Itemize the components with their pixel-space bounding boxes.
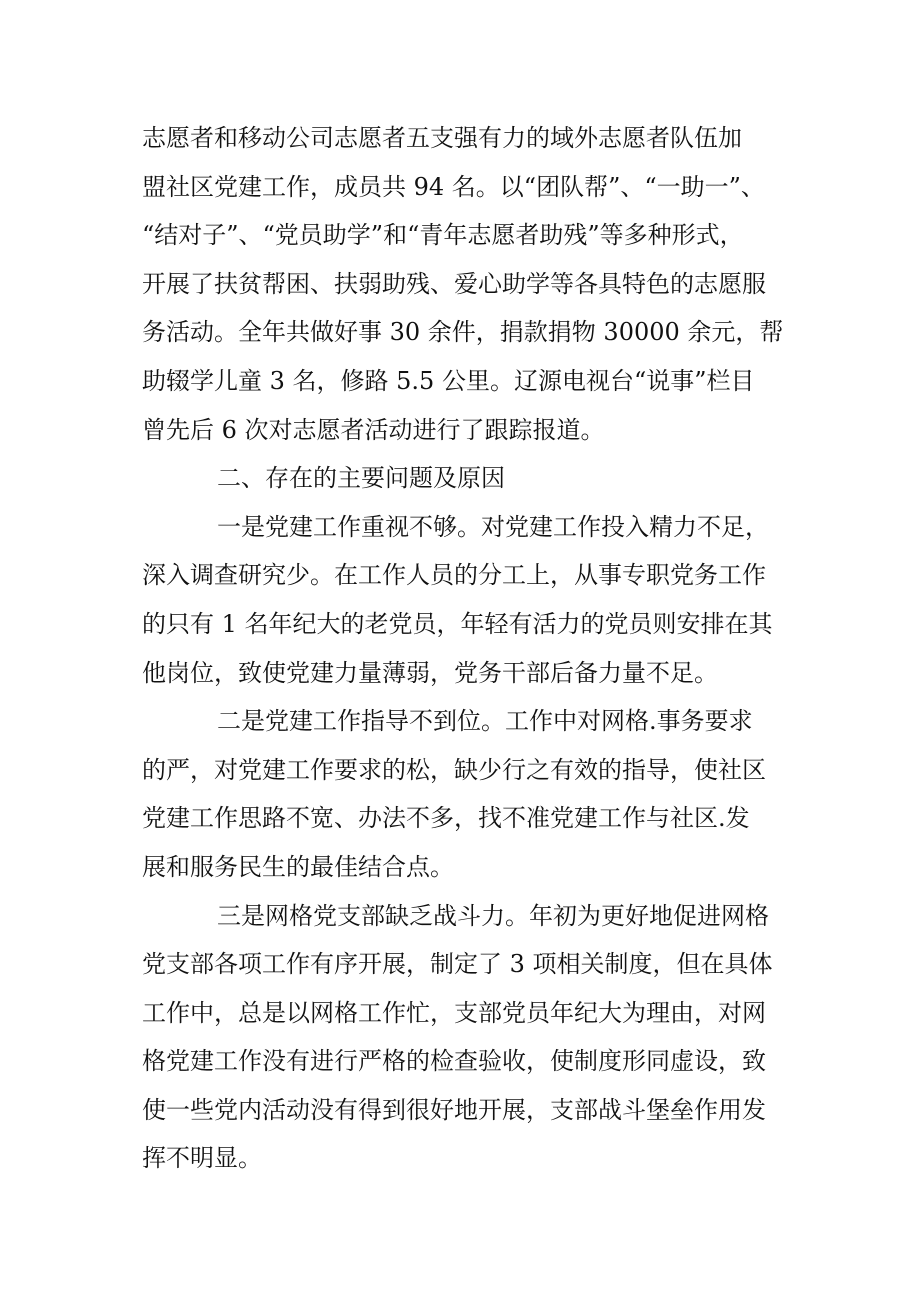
text-line: 的严，对党建工作要求的松，缺少行之有效的指导，使社区: [142, 755, 766, 784]
document-body: [142, 114, 782, 1183]
paragraph-first-line: 三是网格党支部缺乏战斗力。年初为更好地促进网格: [217, 901, 769, 930]
text-line: 格党建工作没有进行严格的检查验收，使制度形同虚设，致: [142, 1047, 766, 1076]
text-line: 的只有 1 名年纪大的老党员，年轻有活力的党员则安排在其: [142, 609, 773, 638]
paragraph-first-line: 一是党建工作重视不够。对党建工作投入精力不足，: [217, 512, 769, 541]
text-line: 助辍学儿童 3 名，修路 5.5 公里。辽源电视台“说事”栏目: [142, 366, 755, 395]
text-line: 盟社区党建工作，成员共 94 名。以“团队帮”、“一助一”、: [142, 172, 765, 201]
text-line: 挥不明显。: [142, 1144, 262, 1173]
section-heading: 二、存在的主要问题及原因: [217, 464, 505, 493]
paragraph-first-line: 二是党建工作指导不到位。工作中对网格.事务要求: [217, 707, 753, 736]
text-line: 务活动。全年共做好事 30 余件，捐款捐物 30000 余元，帮: [142, 318, 784, 347]
text-line: 展和服务民生的最佳结合点。: [142, 852, 454, 881]
text-line: 志愿者和移动公司志愿者五支强有力的域外志愿者队伍加: [142, 124, 742, 152]
text-line: 党支部各项工作有序开展，制定了 3 项相关制度，但在具体: [142, 950, 773, 979]
text-line: 使一些党内活动没有得到很好地开展，支部战斗堡垒作用发: [142, 1095, 766, 1124]
text-line: 深入调查研究少。在工作人员的分工上，从事专职党务工作: [142, 561, 766, 590]
text-line: “结对子”、“党员助学”和“青年志愿者助残”等多种形式，: [142, 221, 744, 250]
text-line: 开展了扶贫帮困、扶弱助残、爱心助学等各具特色的志愿服: [142, 269, 766, 298]
text-line: 他岗位，致使党建力量薄弱，党务干部后备力量不足。: [142, 658, 718, 687]
text-line: 曾先后 6 次对志愿者活动进行了跟踪报道。: [142, 415, 605, 444]
text-line: 工作中，总是以网格工作忙，支部党员年纪大为理由，对网: [142, 998, 766, 1027]
text-line: 党建工作思路不宽、办法不多，找不准党建工作与社区.发: [142, 804, 750, 833]
